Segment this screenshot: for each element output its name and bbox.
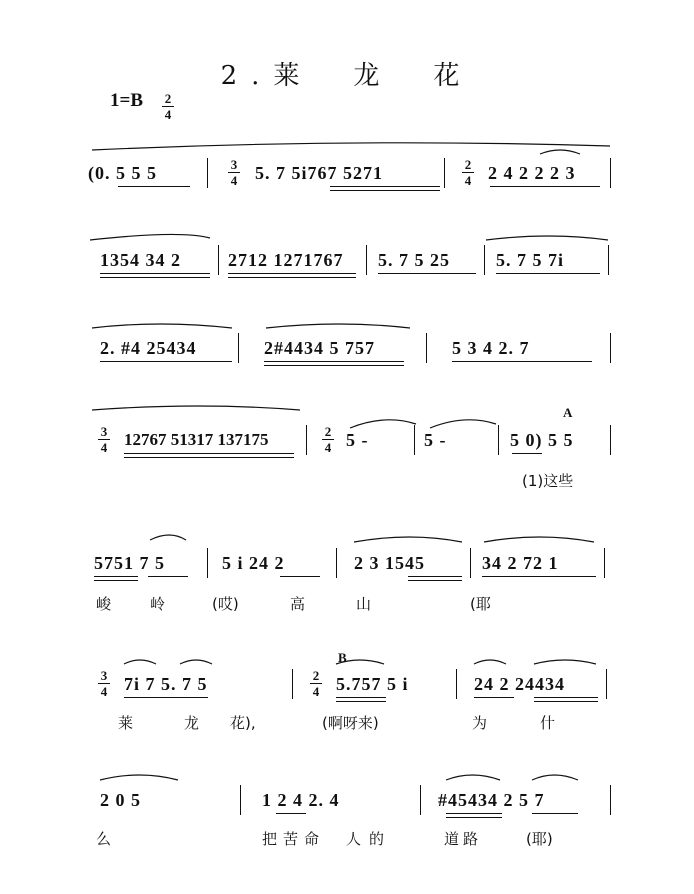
measure-segment: 5 3 4 2. 7 — [452, 338, 530, 358]
song-title: 2.莱 龙 花 — [220, 61, 474, 91]
measure-segment: 1 2 4 2. 4 — [262, 790, 340, 810]
measure-segment: 2712 1271767 — [228, 250, 344, 270]
measure-segment: 5. 7 5 25 — [378, 250, 450, 270]
rehearsal-mark-a: A — [563, 405, 573, 420]
bar-line — [484, 245, 485, 275]
bar-line — [608, 245, 609, 275]
bar-line — [238, 333, 239, 363]
measure-segment: 2 4 2 2 2 3 — [488, 163, 576, 183]
lyric: (啊呀来) — [322, 714, 379, 732]
lyric: 么 — [96, 830, 112, 848]
measure-segment: 2 3 1545 — [354, 553, 425, 573]
lyric: 峻 — [96, 595, 112, 613]
key-signature: 1=B — [110, 90, 143, 111]
lyric: 什 — [540, 714, 556, 732]
bar-line — [456, 669, 457, 699]
measure-segment: 2. #4 25434 — [100, 338, 197, 358]
lyric: 道路 — [444, 830, 483, 848]
lyric: 花), — [230, 714, 256, 732]
bar-line — [610, 785, 611, 815]
time-signature: $\frac{3}{4}$ — [98, 425, 110, 454]
lyric: (耶) — [526, 830, 553, 848]
measure-segment: 5 0) 5 5 — [510, 430, 574, 450]
time-signature: $\frac{2}{4}$ — [322, 425, 334, 454]
bar-line — [426, 333, 427, 363]
measure-segment: 5.757 5 i — [336, 674, 409, 694]
measure-segment: 1354 34 2 — [100, 250, 181, 270]
measure-segment: 12767 51317 137175 — [124, 430, 269, 449]
bar-line — [470, 548, 471, 578]
lyric: 把苦命 — [262, 830, 326, 848]
measure-segment: 5. 7 5i767 5271 — [255, 163, 384, 183]
bar-line — [610, 425, 611, 455]
measure-segment: 2#4434 5 757 — [264, 338, 375, 358]
bar-line — [604, 548, 605, 578]
bar-line — [414, 425, 415, 455]
rehearsal-mark-b: B — [338, 650, 347, 665]
bar-line — [606, 669, 607, 699]
lyric: 山 — [356, 595, 372, 613]
bar-line — [218, 245, 219, 275]
time-signature: $\frac{2}{4}$ — [310, 669, 322, 698]
bar-line — [292, 669, 293, 699]
measure-segment: 5 i 24 2 — [222, 553, 285, 573]
measure-segment: 5. 7 5 7i — [496, 250, 565, 270]
bar-line — [420, 785, 421, 815]
bar-line — [610, 158, 611, 188]
lyric: 高 — [290, 595, 306, 613]
lyric: (1)这些 — [522, 472, 574, 490]
bar-line — [207, 158, 208, 188]
bar-line — [336, 548, 337, 578]
measure-segment: 5 - — [346, 430, 369, 450]
time-signature: $\frac{3}{4}$ — [228, 158, 240, 187]
initial-time-signature: $\frac{2}{4}$ — [162, 92, 174, 121]
bar-line — [240, 785, 241, 815]
measure-segment: 2 0 5 — [100, 790, 141, 810]
measure-segment: (0. 5 5 5 — [88, 163, 157, 183]
measure-segment: #45434 2 5 7 — [438, 790, 545, 810]
lyric: 人的 — [346, 830, 393, 848]
time-signature: $\frac{3}{4}$ — [98, 669, 110, 698]
lyric: (哎) — [212, 595, 239, 613]
bar-line — [306, 425, 307, 455]
measure-segment: 5 - — [424, 430, 447, 450]
bar-line — [207, 548, 208, 578]
time-signature: $\frac{2}{4}$ — [462, 158, 474, 187]
lyric: (耶 — [470, 595, 491, 613]
measure-segment: 7i 7 5. 7 5 — [124, 674, 208, 694]
lyric: 岭 — [150, 595, 166, 613]
bar-line — [610, 333, 611, 363]
measure-segment: 5751 7 5 — [94, 553, 165, 573]
bar-line — [498, 425, 499, 455]
measure-segment: 24 2 24434 — [474, 674, 565, 694]
measure-segment: 34 2 72 1 — [482, 553, 559, 573]
bar-line — [366, 245, 367, 275]
bar-line — [444, 158, 445, 188]
lyric: 莱 — [118, 714, 134, 732]
lyric: 为 — [472, 714, 488, 732]
lyric: 龙 — [184, 714, 200, 732]
